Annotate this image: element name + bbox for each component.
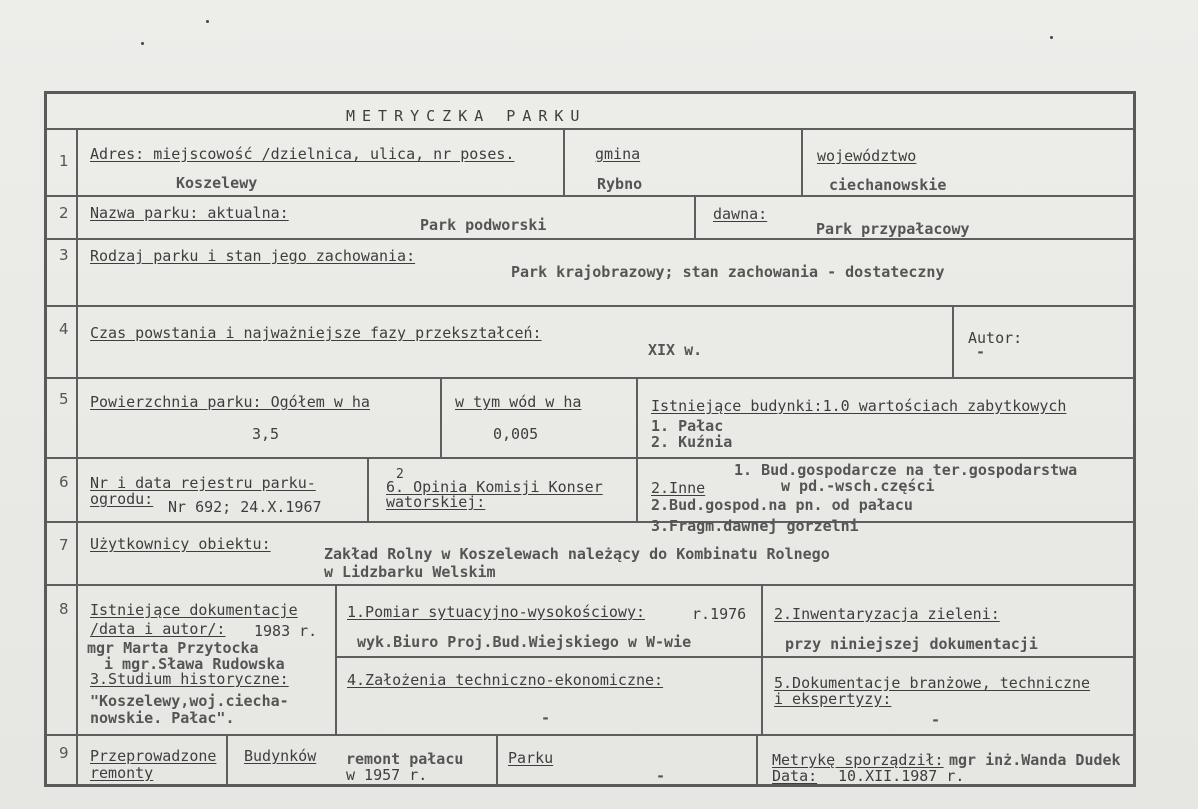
opinion-label: 6. Opinia Komisji Konser — [386, 478, 603, 496]
building-item: 2. Kuźnia — [651, 433, 733, 451]
scan-speck — [141, 42, 144, 45]
row-number: 3 — [59, 246, 69, 264]
park-repairs-value: - — [656, 767, 666, 785]
cell-divider — [335, 584, 337, 734]
row-divider — [47, 305, 1133, 307]
park-name-label: Nazwa parku: aktualna: — [90, 204, 289, 222]
branch-docs-label-cont: i ekspertyzy: — [774, 690, 892, 708]
users-value: Zakład Rolny w Koszelewach należący do Kombinatu Rolnego — [324, 545, 830, 563]
park-name-value: Park podworski — [420, 216, 547, 234]
branch-docs-value: - — [931, 711, 941, 729]
docs-author: i mgr.Sława Rudowska — [104, 655, 285, 673]
address-value: Koszelewy — [176, 174, 258, 192]
cell-divider — [636, 377, 638, 521]
cell-divider — [335, 656, 1133, 658]
park-repairs-label: Parku — [508, 749, 554, 767]
voivodeship-label: województwo — [817, 147, 917, 165]
former-name-label: dawna: — [713, 205, 768, 223]
voivodeship-value: ciechanowskie — [829, 176, 947, 194]
register-value: Nr 692; 24.X.1967 — [168, 498, 322, 516]
date-label: Data: — [772, 767, 818, 785]
survey-label: 1.Pomiar sytuacyjno-wysokościowy: — [347, 603, 646, 621]
area-value: 3,5 — [252, 425, 280, 443]
gmina-label: gmina — [595, 145, 641, 163]
docs-label: Istniejące dokumentacje — [90, 601, 298, 619]
docs-label-cont: /data i autor/: — [90, 620, 226, 638]
water-label: w tym wód w ha — [455, 393, 582, 411]
cell-divider — [761, 584, 763, 734]
survey-year: r.1976 — [692, 605, 747, 623]
former-name-value: Park przypałacowy — [816, 220, 970, 238]
opinion-superscript: 2 — [396, 467, 404, 482]
cell-divider — [226, 734, 228, 784]
buildings-repairs-value: remont pałacu — [346, 750, 464, 768]
origin-label: Czas powstania i najważniejsze fazy przekształceń: — [90, 324, 542, 342]
other-item: 3.Fragm.dawnej gorzelni — [651, 517, 859, 535]
greenery-label: 2.Inwentaryzacja zieleni: — [774, 605, 1000, 623]
register-label: Nr i data rejestru parku- — [90, 474, 316, 492]
cell-divider — [496, 734, 498, 784]
park-type-value: Park krajobrazowy; stan zachowania - dostateczny — [511, 263, 945, 281]
building-item: 1. Pałac — [651, 417, 724, 435]
users-value-cont: w Lidzbarku Welskim — [324, 563, 496, 581]
row-number: 2 — [59, 204, 69, 222]
row-divider — [47, 238, 1133, 240]
historical-study-value: "Koszelewy,woj.ciecha- — [90, 692, 289, 710]
row-divider — [47, 457, 1133, 459]
docs-year: 1983 r. — [254, 622, 318, 640]
compiled-by-label: Metrykę sporządził: — [772, 751, 944, 769]
opinion-label-cont: watorskiej: — [386, 493, 486, 511]
other-item: 1. Bud.gospodarcze na ter.gospodarstwa — [734, 461, 1078, 479]
buildings-repairs-label: Budynków — [244, 747, 317, 765]
row-divider — [47, 195, 1133, 197]
repairs-label-cont: remonty — [90, 764, 154, 782]
gmina-value: Rybno — [597, 175, 643, 193]
row-divider — [47, 128, 1133, 130]
row-divider — [47, 377, 1133, 379]
other-label: 2.Inne — [651, 479, 706, 497]
tech-economic-value: - — [541, 709, 551, 727]
form-title: METRYCZKA PARKU — [346, 107, 587, 125]
row-number: 6 — [59, 473, 69, 491]
docs-author: mgr Marta Przytocka — [87, 639, 259, 657]
repairs-label: Przeprowadzone — [90, 747, 217, 765]
row-number: 7 — [59, 536, 69, 554]
row-number: 5 — [59, 390, 69, 408]
row-divider — [47, 734, 1133, 736]
survey-value: wyk.Biuro Proj.Bud.Wiejskiego w W-wie — [357, 633, 692, 651]
row-divider — [47, 521, 1133, 523]
cell-divider — [367, 457, 369, 521]
buildings-label: Istniejące budynki:1.0 wartościach zabytkowych — [651, 397, 1067, 415]
users-label: Użytkownicy obiektu: — [90, 535, 271, 553]
scan-speck — [206, 20, 209, 23]
date-value: 10.XII.1987 r. — [838, 767, 965, 785]
cell-divider — [440, 377, 442, 457]
greenery-value: przy niniejszej dokumentacji — [785, 635, 1038, 653]
historical-study-value-cont: nowskie. Pałac". — [90, 709, 235, 727]
row-number: 9 — [59, 744, 69, 762]
address-label: Adres: miejscowość /dzielnica, ulica, nr poses. — [90, 145, 515, 163]
row-divider — [47, 584, 1133, 586]
buildings-repairs-year: w 1957 r. — [346, 766, 428, 784]
scan-speck — [1050, 36, 1053, 39]
park-type-label: Rodzaj parku i stan jego zachowania: — [90, 247, 416, 265]
number-column-divider — [76, 128, 78, 784]
register-label-cont: ogrodu: — [90, 490, 154, 508]
compiled-by-value: mgr inż.Wanda Dudek — [949, 751, 1121, 769]
tech-economic-label: 4.Założenia techniczno-ekonomiczne: — [347, 671, 664, 689]
branch-docs-label: 5.Dokumentacje branżowe, techniczne — [774, 674, 1091, 692]
other-item: 2.Bud.gospod.na pn. od pałacu — [651, 496, 913, 514]
author-value: - — [976, 343, 986, 361]
cell-divider — [952, 305, 954, 377]
cell-divider — [563, 128, 565, 195]
historical-study-label: 3.Studium historyczne: — [90, 670, 289, 688]
origin-value: XIX w. — [648, 341, 703, 359]
water-value: 0,005 — [493, 425, 539, 443]
row-number: 4 — [59, 320, 69, 338]
author-label: Autor: — [968, 329, 1023, 347]
cell-divider — [694, 195, 696, 238]
cell-divider — [756, 734, 758, 784]
area-label: Powierzchnia parku: Ogółem w ha — [90, 393, 370, 411]
cell-divider — [801, 128, 803, 195]
row-number: 8 — [59, 600, 69, 618]
row-number: 1 — [59, 152, 69, 170]
other-item-cont: w pd.-wsch.części — [781, 477, 935, 495]
